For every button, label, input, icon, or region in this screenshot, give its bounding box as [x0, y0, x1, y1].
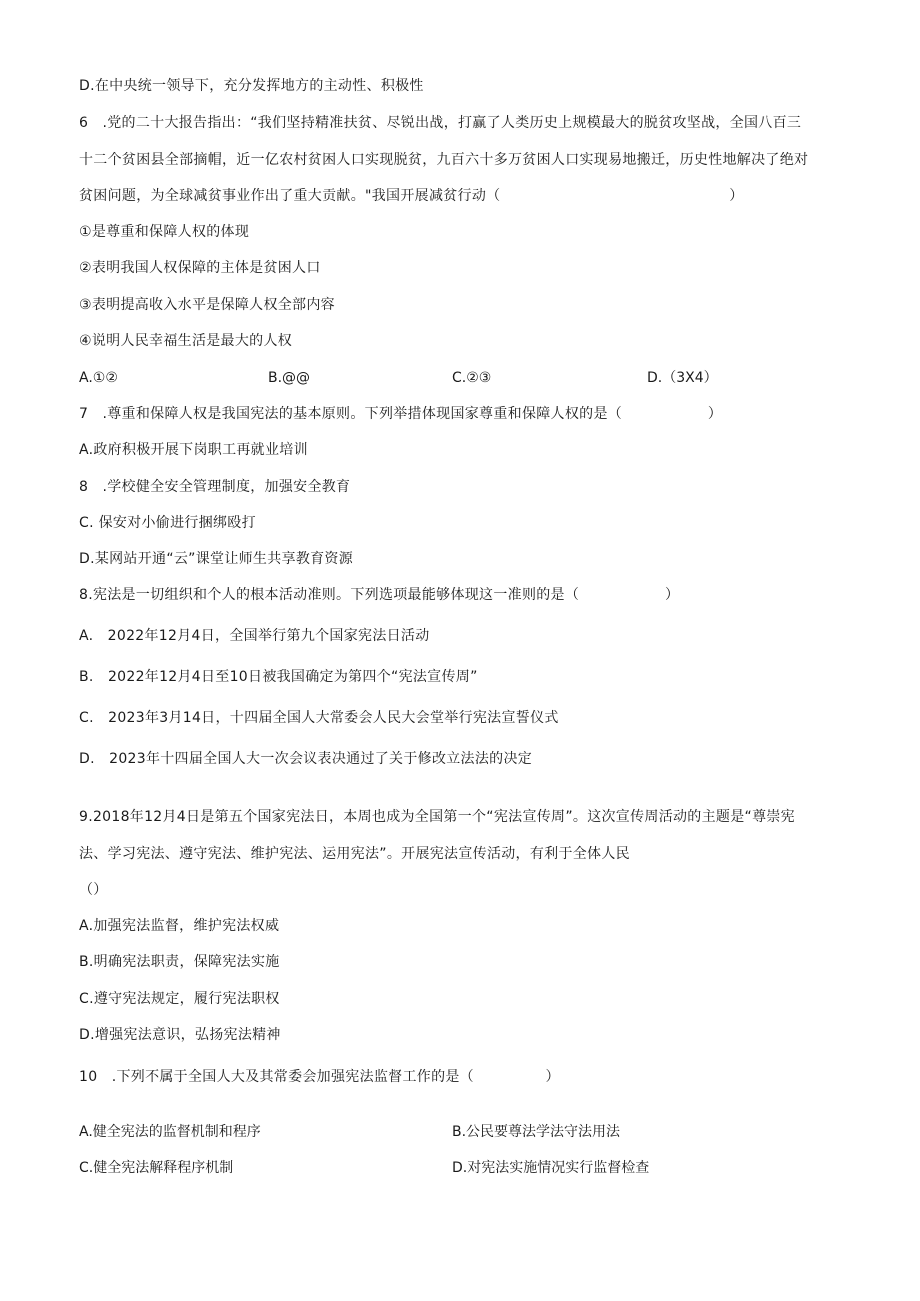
q10-option-a: A.健全宪法的监督机制和程序	[79, 1124, 261, 1140]
q8-option-d: D. 2023年十四届全国人大一次会议表决通过了关于修改立法法的决定	[79, 751, 533, 767]
q10-option-b: B.公民要尊法学法守法用法	[452, 1124, 621, 1140]
q7-option-d: D.某网站开通“云”课堂让师生共享教育资源	[79, 551, 354, 567]
q6-stem-line-2: 十二个贫困县全部摘帽，近一亿农村贫困人口实现脱贫，九百六十多万贫困人口实现易地搬迁，历史性地解决了绝对	[79, 152, 809, 168]
q8-stem: 8.宪法是一切组织和个人的根本活动准则。下列选项最能够体现这一准则的是（ ）	[79, 587, 680, 603]
q6-item-2: ②表明我国人权保障的主体是贫困人口	[79, 260, 321, 276]
q9-stem-line-2: 法、学习宪法、遵守宪法、维护宪法、运用宪法”。开展宪法宣传活动，有利于全体人民	[79, 846, 630, 862]
q6-stem-line-3: 贫困问题，为全球减贫事业作出了重大贡献。"我国开展减贫行动（ ）	[79, 188, 744, 204]
q6-stem-line-1: 6 .党的二十大报告指出：“我们坚持精准扶贫、尽锐出战，打赢了人类历史上规模最大的脱贫攻坚战，全国八百三	[79, 115, 802, 131]
q9-option-d: D.增强宪法意识，弘扬宪法精神	[79, 1027, 281, 1043]
q9-option-a: A.加强宪法监督，维护宪法权威	[79, 918, 280, 934]
q6-options-row	[79, 369, 839, 387]
q10-options-row-2	[79, 1159, 839, 1177]
q9-option-c: C.遵守宪法规定，履行宪法职权	[79, 991, 280, 1007]
q8-option-c: C. 2023年3月14日，十四届全国人大常委会人民大会堂举行宪法宣誓仪式	[79, 710, 559, 726]
q6-item-1: ①是尊重和保障人权的体现	[79, 224, 250, 240]
q9-option-b: B.明确宪法职责，保障宪法实施	[79, 954, 280, 970]
q7-option-a: A.政府积极开展下岗职工再就业培训	[79, 442, 308, 458]
q10-stem: 10 .下列不属于全国人大及其常委会加强宪法监督工作的是（ ）	[79, 1069, 560, 1085]
q10-options-row-1	[79, 1123, 839, 1141]
q10-option-d: D.对宪法实施情况实行监督检查	[452, 1160, 650, 1176]
q6-option-a: A.①②	[79, 370, 118, 386]
q9-stem-line-1: 9.2018年12月4日是第五个国家宪法日，本周也成为全国第一个“宪法宣传周”。这次宣传周活动的主题是“尊崇宪	[79, 809, 795, 825]
q6-option-b: B.@@	[268, 370, 311, 386]
q7-option-b: 8 .学校健全安全管理制度，加强安全教育	[79, 479, 351, 495]
q6-option-c: C.②③	[452, 370, 492, 386]
q6-option-d: D.（3X4）	[647, 370, 718, 386]
q9-answer-bracket: （）	[79, 882, 108, 898]
q6-item-4: ④说明人民幸福生活是最大的人权	[79, 333, 293, 349]
q8-option-b: B. 2022年12月4日至10日被我国确定为第四个“宪法宣传周”	[79, 669, 478, 685]
q6-item-3: ③表明提高收入水平是保障人权全部内容	[79, 297, 335, 313]
q5-option-d: D.在中央统一领导下，充分发挥地方的主动性、积极性	[79, 78, 424, 94]
q7-option-c: C. 保安对小偷进行捆绑殴打	[79, 515, 256, 531]
q7-stem: 7 .尊重和保障人权是我国宪法的基本原则。下列举措体现国家尊重和保障人权的是（ ）	[79, 406, 723, 422]
q10-option-c: C.健全宪法解释程序机制	[79, 1160, 234, 1176]
q8-option-a: A. 2022年12月4日，全国举行第九个国家宪法日活动	[79, 628, 430, 644]
